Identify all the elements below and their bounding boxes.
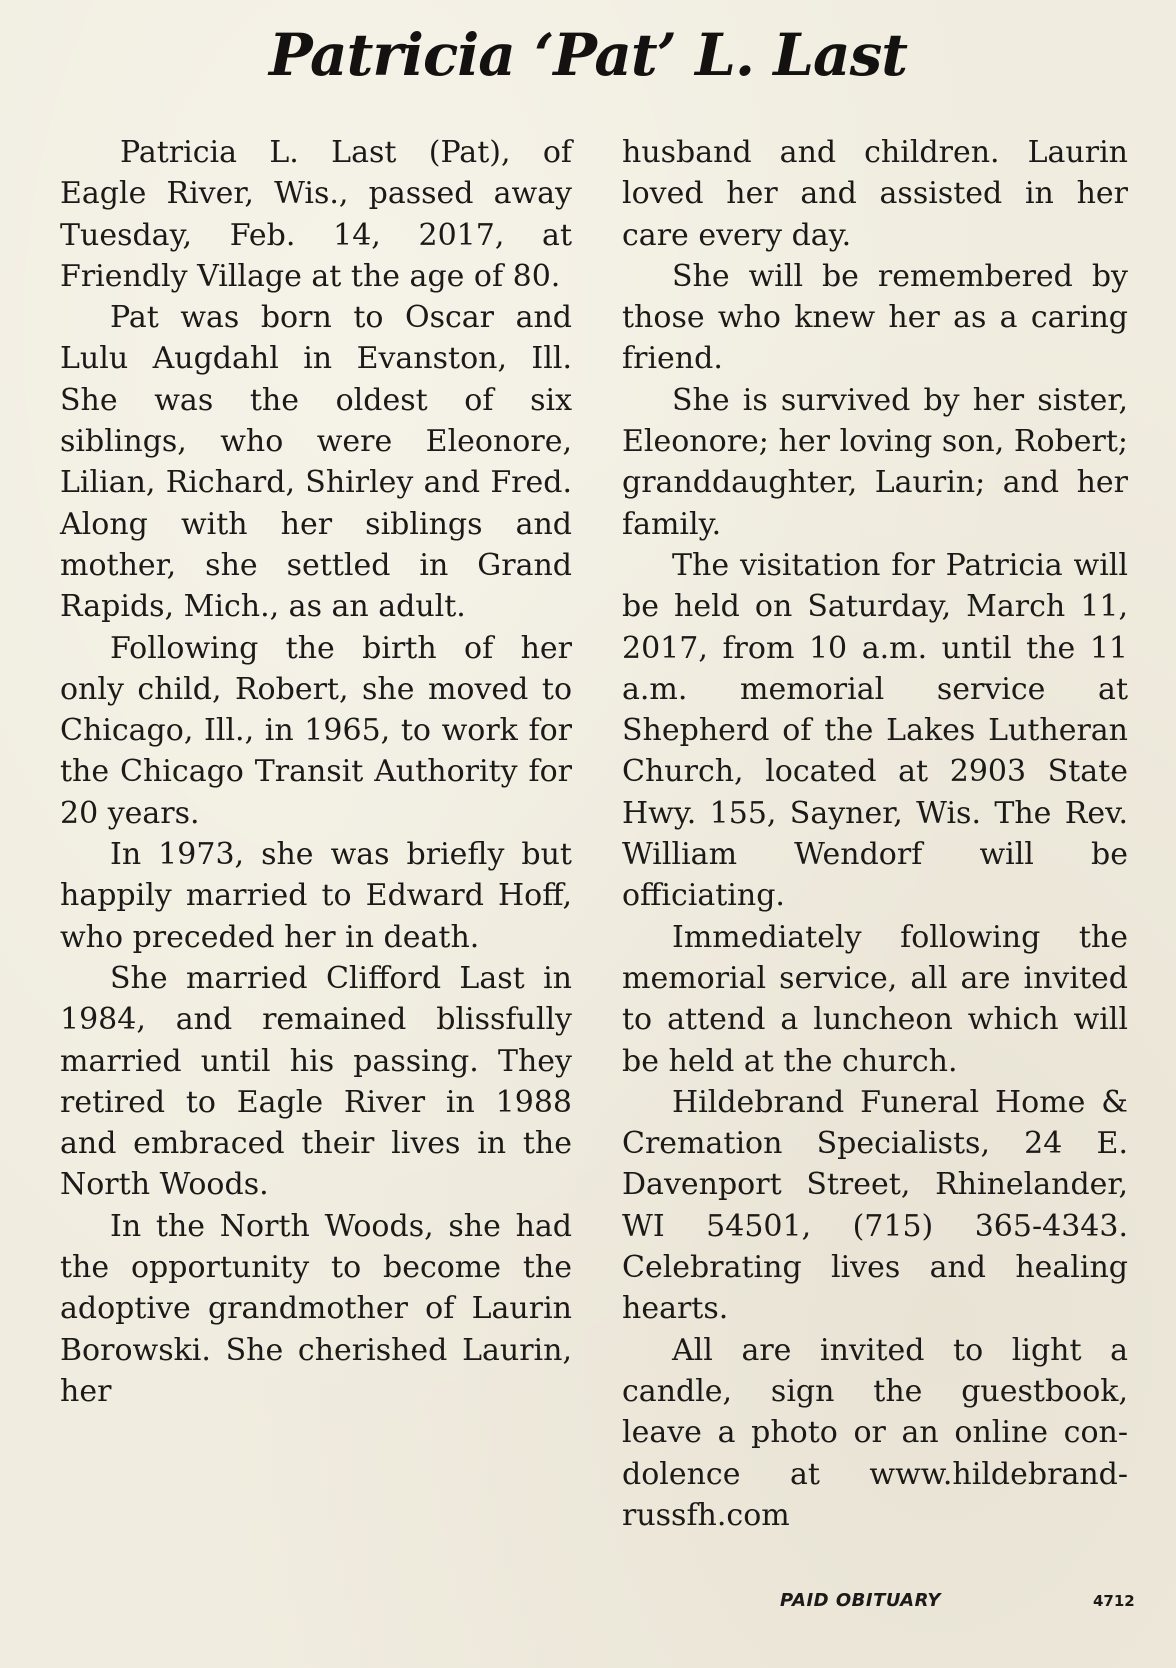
paragraph-guestbook: All are invited to light a candle, sign the guestbook, leave a photo or an online condolence at www.hildebrandrussfh.com xyxy=(622,1332,1128,1533)
paragraph-survived: She is survived by her sister, Eleonore; her loving son, Robert; granddaughter, Laurin; and her family. xyxy=(622,382,1128,542)
paragraph-funeral-home: Hildebrand Funeral Home & Cremation Specialists, 24 E. Davenport Street, Rhinelander, WI 54501, (715) 365-4343. Celebrating lives and healing hearts. xyxy=(622,1084,1128,1327)
paragraph-continued: husband and children. Laurin loved her and assisted in her care every day. xyxy=(622,135,1128,253)
paid-obituary-label: PAID OBITUARY xyxy=(780,1590,941,1611)
right-column xyxy=(622,132,1128,1536)
paragraph-second-marriage: She married Clifford Last in 1984, and remained blissfully married until his passing. They retired to Eagle River in 1988 and embraced their lives in the North Woods. xyxy=(60,960,572,1203)
paragraph-intro: Patricia L. Last (Pat), of Eagle River, Wis., passed away Tuesday, Feb. 14, 2017, at Friendly Village at the age of 80. xyxy=(60,135,572,294)
paragraph-remembered: She will be remembered by those who knew her as a caring friend. xyxy=(622,258,1128,377)
paragraph-north-woods: In the North Woods, she had the opportunity to become the adoptive grandmother of Laurin Borowski. She cherished Laurin, her xyxy=(60,1208,572,1409)
paragraph-visitation: The visitation for Patricia will be held on Saturday, March 11, 2017, from 10 a.m. until the 11 a.m. memorial service at Shepherd of the Lakes Lutheran Church, located at 2903 State Hwy. 155, Sayner, Wis. The Rev. William Wendorf will be officiating. xyxy=(622,547,1128,914)
paragraph-chicago: Following the birth of her only child, Robert, she moved to Chicago, Ill., in 1965, to work for the Chicago Transit Authority for 20 years. xyxy=(60,630,572,831)
paragraph-family: Pat was born to Oscar and Lulu Augdahl in Evanston, Ill. She was the oldest of six siblings, who were Eleonore, Lilian, Richard, Shirley and Fred. Along with her siblings and mother, she settled in Grand Rapids, Mich., as an adult. xyxy=(60,300,572,625)
paragraph-first-marriage: In 1973, she was briefly but happily married to Edward Hoff, who preceded her in death. xyxy=(60,837,572,955)
left-column xyxy=(60,132,572,1412)
ad-code: 4712 xyxy=(1093,1592,1135,1610)
paragraph-luncheon: Immediately following the memorial service, all are invited to attend a luncheon which will be held at the church. xyxy=(622,919,1128,1079)
obituary-title: Patricia ‘Pat’ L. Last xyxy=(268,21,908,89)
